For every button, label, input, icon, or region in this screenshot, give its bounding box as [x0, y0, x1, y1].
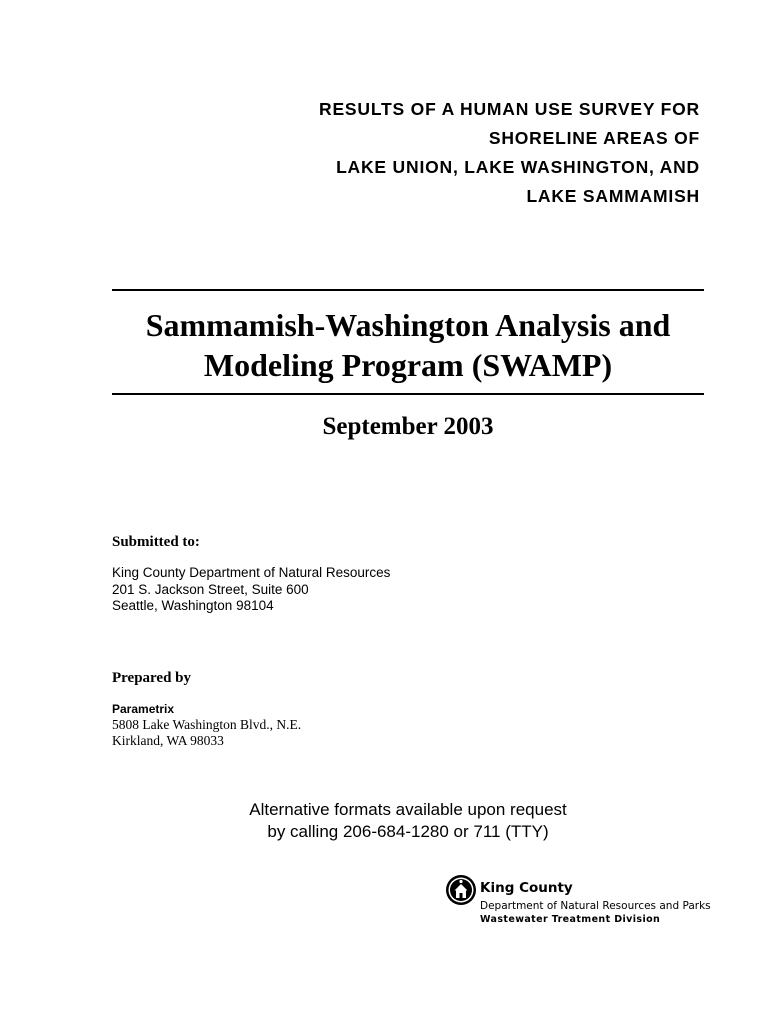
logo-department: Department of Natural Resources and Parks	[480, 900, 711, 912]
prepared-by-label: Prepared by	[112, 670, 192, 686]
submitted-to-label: Submitted to:	[112, 534, 200, 550]
address-line: 5808 Lake Washington Blvd., N.E.	[112, 717, 302, 732]
program-title	[112, 305, 704, 385]
king-county-seal-icon	[445, 874, 477, 906]
address-line: Seattle, Washington 98104	[112, 598, 274, 613]
survey-title-line: LAKE UNION, LAKE WASHINGTON, AND	[336, 157, 700, 177]
program-title-line: Modeling Program (SWAMP)	[203, 347, 613, 383]
notice-line: Alternative formats available upon request	[249, 800, 567, 819]
submitted-to-address	[112, 565, 390, 615]
survey-title-line: SHORELINE AREAS OF	[488, 128, 700, 148]
survey-title-line: RESULTS OF A HUMAN USE SURVEY FOR	[319, 99, 700, 119]
program-title-line: Sammamish-Washington Analysis and	[145, 307, 671, 343]
address-line: Kirkland, WA 98033	[112, 733, 224, 748]
address-line: 201 S. Jackson Street, Suite 600	[112, 581, 309, 597]
notice-line: by calling 206-684-1280 or 711 (TTY)	[267, 822, 549, 841]
prepared-by-block	[112, 701, 301, 749]
publication-date: September 2003	[322, 413, 494, 440]
survey-title-line: LAKE SAMMAMISH	[526, 186, 700, 206]
logo-name: King County	[480, 880, 573, 896]
top-divider	[112, 289, 704, 291]
preparer-name: Parametrix	[112, 702, 175, 716]
alternative-formats-notice	[0, 799, 770, 843]
bottom-divider	[112, 393, 704, 395]
king-county-logo	[443, 870, 711, 930]
survey-title	[180, 95, 700, 211]
logo-division: Wastewater Treatment Division	[480, 914, 661, 925]
address-line: King County Department of Natural Resources	[112, 565, 391, 580]
